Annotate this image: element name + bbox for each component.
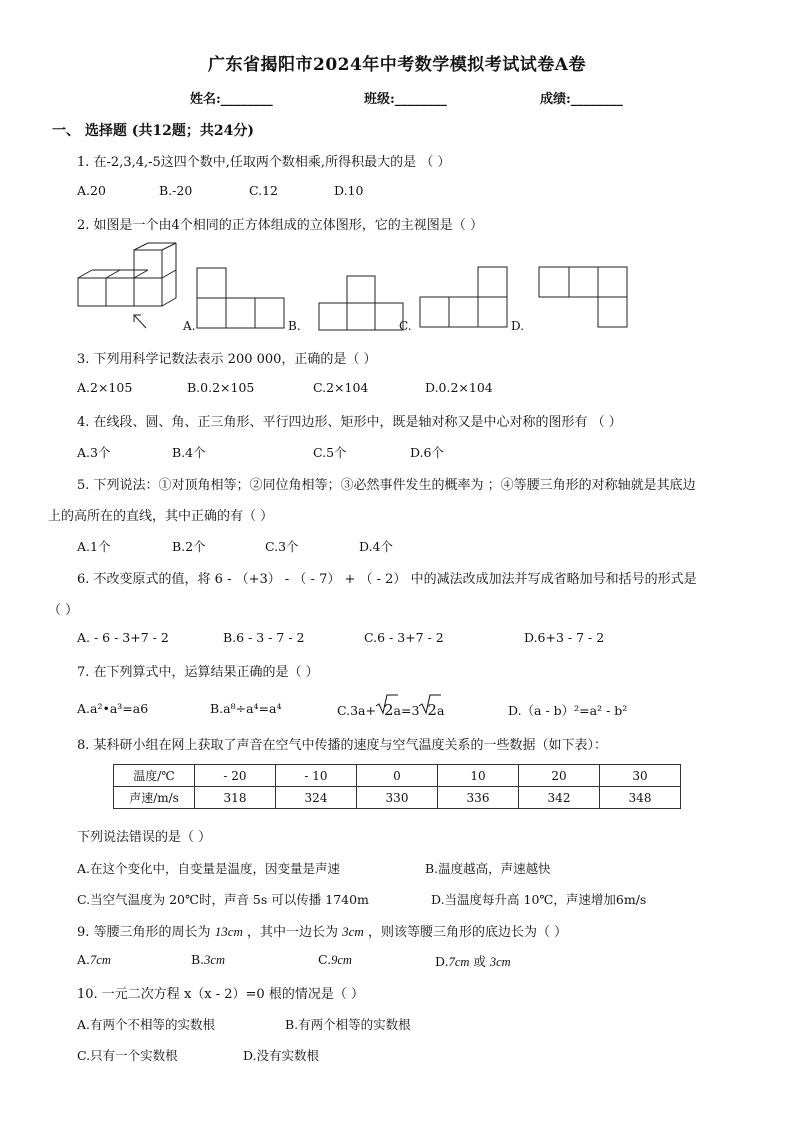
option-b-label: B.: [288, 319, 301, 333]
question-6-stem-line1: 6. 不改变原式的值，将 6 - （+3） - （ - 7） + （ - 2） 中的减法改成加法并写成省略加号和括号的形式是: [77, 572, 697, 587]
stem-text: ，其中一边长为: [247, 925, 339, 940]
option-c-text-1: C.3a+: [337, 703, 376, 718]
page-title: 广东省揭阳市2024年中考数学模拟考试试卷A卷: [207, 55, 586, 75]
class-field-label: 班级:________: [364, 92, 447, 107]
radicand: 2: [427, 701, 437, 719]
sqrt-symbol: [419, 701, 437, 719]
stem-text: 9. 等腰三角形的周长为: [77, 925, 211, 940]
question-3-option-c: C.2×104: [313, 380, 369, 395]
question-4-stem: 4. 在线段、圆、角、正三角形、平行四边形、矩形中，既是轴对称又是中心对称的图形有 （ ）: [77, 415, 622, 430]
table-cell: 336: [438, 787, 519, 809]
table-cell: 30: [600, 765, 681, 787]
question-9-option-a: [77, 952, 111, 968]
question-3-stem: 3. 下列用科学记数法表示 200 000，正确的是（ ）: [77, 352, 377, 367]
option-a-figure: [196, 267, 287, 329]
option-letter: A.: [77, 952, 91, 967]
option-d-label: D.: [511, 319, 525, 333]
question-5-stem-line1: 5. 下列说法：①对顶角相等；②同位角相等；③必然事件发生的概率为 ；④等腰三角形的对称轴就是其底边: [77, 478, 696, 493]
question-7-stem: 7. 在下列算式中，运算结果正确的是（ ）: [77, 665, 319, 680]
sqrt-symbol: [376, 701, 394, 719]
question-8-option-d: D.当温度每升高 10℃，声速增加6m/s: [431, 892, 647, 907]
question-7-option-d: D.（a - b）²=a² - b²: [508, 703, 628, 718]
question-9-option-d: [435, 952, 511, 970]
option-letter: B.: [191, 952, 205, 967]
question-6-option-d: D.6+3 - 7 - 2: [524, 630, 605, 645]
question-3-option-d: D.0.2×104: [425, 380, 493, 395]
table-row: [114, 765, 681, 787]
question-6-option-c: C.6 - 3+7 - 2: [364, 630, 444, 645]
question-10-stem: 10. 一元二次方程 x（x - 2）=0 根的情况是（ ）: [77, 987, 364, 1002]
option-letter: D.: [435, 954, 449, 969]
question-9-stem: [77, 921, 567, 940]
option-c-text-3: a: [436, 703, 445, 718]
question-6-stem-line2: （ ）: [48, 603, 79, 618]
question-10-option-a: A.有两个不相等的实数根: [77, 1017, 216, 1032]
question-3-option-a: A.2×105: [77, 380, 133, 395]
question-5-option-d: D.4个: [359, 539, 394, 554]
question-8-stem: 8. 某科研小组在网上获取了声音在空气中传播的速度与空气温度关系的一些数据（如下表）：: [77, 738, 608, 753]
question-1-option-b: B.-20: [159, 183, 193, 198]
question-9-option-c: [318, 952, 352, 968]
table-cell: 温度/℃: [114, 765, 195, 787]
option-value: 9cm: [331, 953, 352, 967]
question-4-option-c: C.5个: [313, 445, 347, 460]
option-value: 3cm: [489, 955, 511, 969]
option-a-label: A.: [183, 319, 196, 333]
option-c-text-2: a=3: [393, 703, 420, 718]
question-8-prompt: 下列说法错误的是（ ）: [77, 830, 212, 845]
question-6-option-a: A. - 6 - 3+7 - 2: [77, 630, 169, 645]
question-5-option-c: C.3个: [265, 539, 299, 554]
radicand: 2: [383, 701, 394, 719]
score-field-label: 成绩:________: [540, 92, 623, 107]
cube-solid-figure: [76, 243, 184, 329]
question-8-option-b: B.温度越高，声速越快: [425, 861, 551, 876]
table-cell: 330: [357, 787, 438, 809]
question-4-option-a: A.3个: [77, 445, 111, 460]
table-row: [114, 787, 681, 809]
question-8-option-c: C.当空气温度为 20℃时，声音 5s 可以传播 1740m: [77, 892, 369, 907]
table-cell: - 10: [276, 765, 357, 787]
table-cell: 声速/m/s: [114, 787, 195, 809]
section-heading: 一、 选择题 (共12题；共24分): [52, 123, 254, 139]
question-9-option-b: [191, 952, 225, 968]
table-cell: 318: [195, 787, 276, 809]
side-value: 3cm: [342, 924, 364, 939]
question-7-option-c: [337, 701, 444, 719]
question-10-option-b: B.有两个相等的实数根: [285, 1017, 411, 1032]
stem-text: ，则该等腰三角形的底边长为（ ）: [367, 925, 568, 940]
question-4-option-d: D.6个: [410, 445, 445, 460]
question-4-option-b: B.4个: [172, 445, 206, 460]
option-c-label: C.: [399, 319, 412, 333]
option-d-figure: [537, 266, 629, 330]
option-c-figure: [417, 266, 509, 330]
name-field-label: 姓名:________: [190, 92, 273, 107]
question-1-option-a: A.20: [77, 183, 106, 198]
question-5-option-a: A.1个: [77, 539, 111, 554]
question-5-option-b: B.2个: [172, 539, 206, 554]
option-value: 7cm: [448, 955, 470, 969]
question-10-option-d: D.没有实数根: [243, 1048, 320, 1063]
question-3-option-b: B.0.2×105: [187, 380, 255, 395]
question-5-stem-line2: 上的高所在的直线，其中正确的有（ ）: [48, 509, 274, 524]
speed-temperature-table: [113, 764, 681, 809]
question-1-option-c: C.12: [249, 183, 278, 198]
table-cell: - 20: [195, 765, 276, 787]
option-b-figure: [317, 275, 408, 331]
question-6-option-b: B.6 - 3 - 7 - 2: [223, 630, 305, 645]
question-2-stem: 2. 如图是一个由4个相同的正方体组成的立体图形，它的主视图是（ ）: [77, 218, 483, 233]
option-connector: 或: [469, 954, 490, 969]
table-cell: 0: [357, 765, 438, 787]
table-cell: 20: [519, 765, 600, 787]
option-value: 3cm: [204, 953, 225, 967]
option-value: 7cm: [90, 953, 111, 967]
question-1-stem: 1. 在-2,3,4,-5这四个数中,任取两个数相乘,所得积最大的是 （ ）: [77, 155, 451, 170]
table-cell: 324: [276, 787, 357, 809]
question-10-option-c: C.只有一个实数根: [77, 1048, 178, 1063]
question-7-option-a: A.a²•a³=a6: [77, 701, 149, 716]
option-letter: C.: [318, 952, 332, 967]
perimeter-value: 13cm: [214, 924, 243, 939]
table-cell: 10: [438, 765, 519, 787]
table-cell: 342: [519, 787, 600, 809]
question-7-option-b: B.a⁸÷a⁴=a⁴: [210, 701, 282, 716]
table-cell: 348: [600, 787, 681, 809]
question-8-option-a: A.在这个变化中，自变量是温度，因变量是声速: [77, 861, 341, 876]
question-1-option-d: D.10: [334, 183, 364, 198]
